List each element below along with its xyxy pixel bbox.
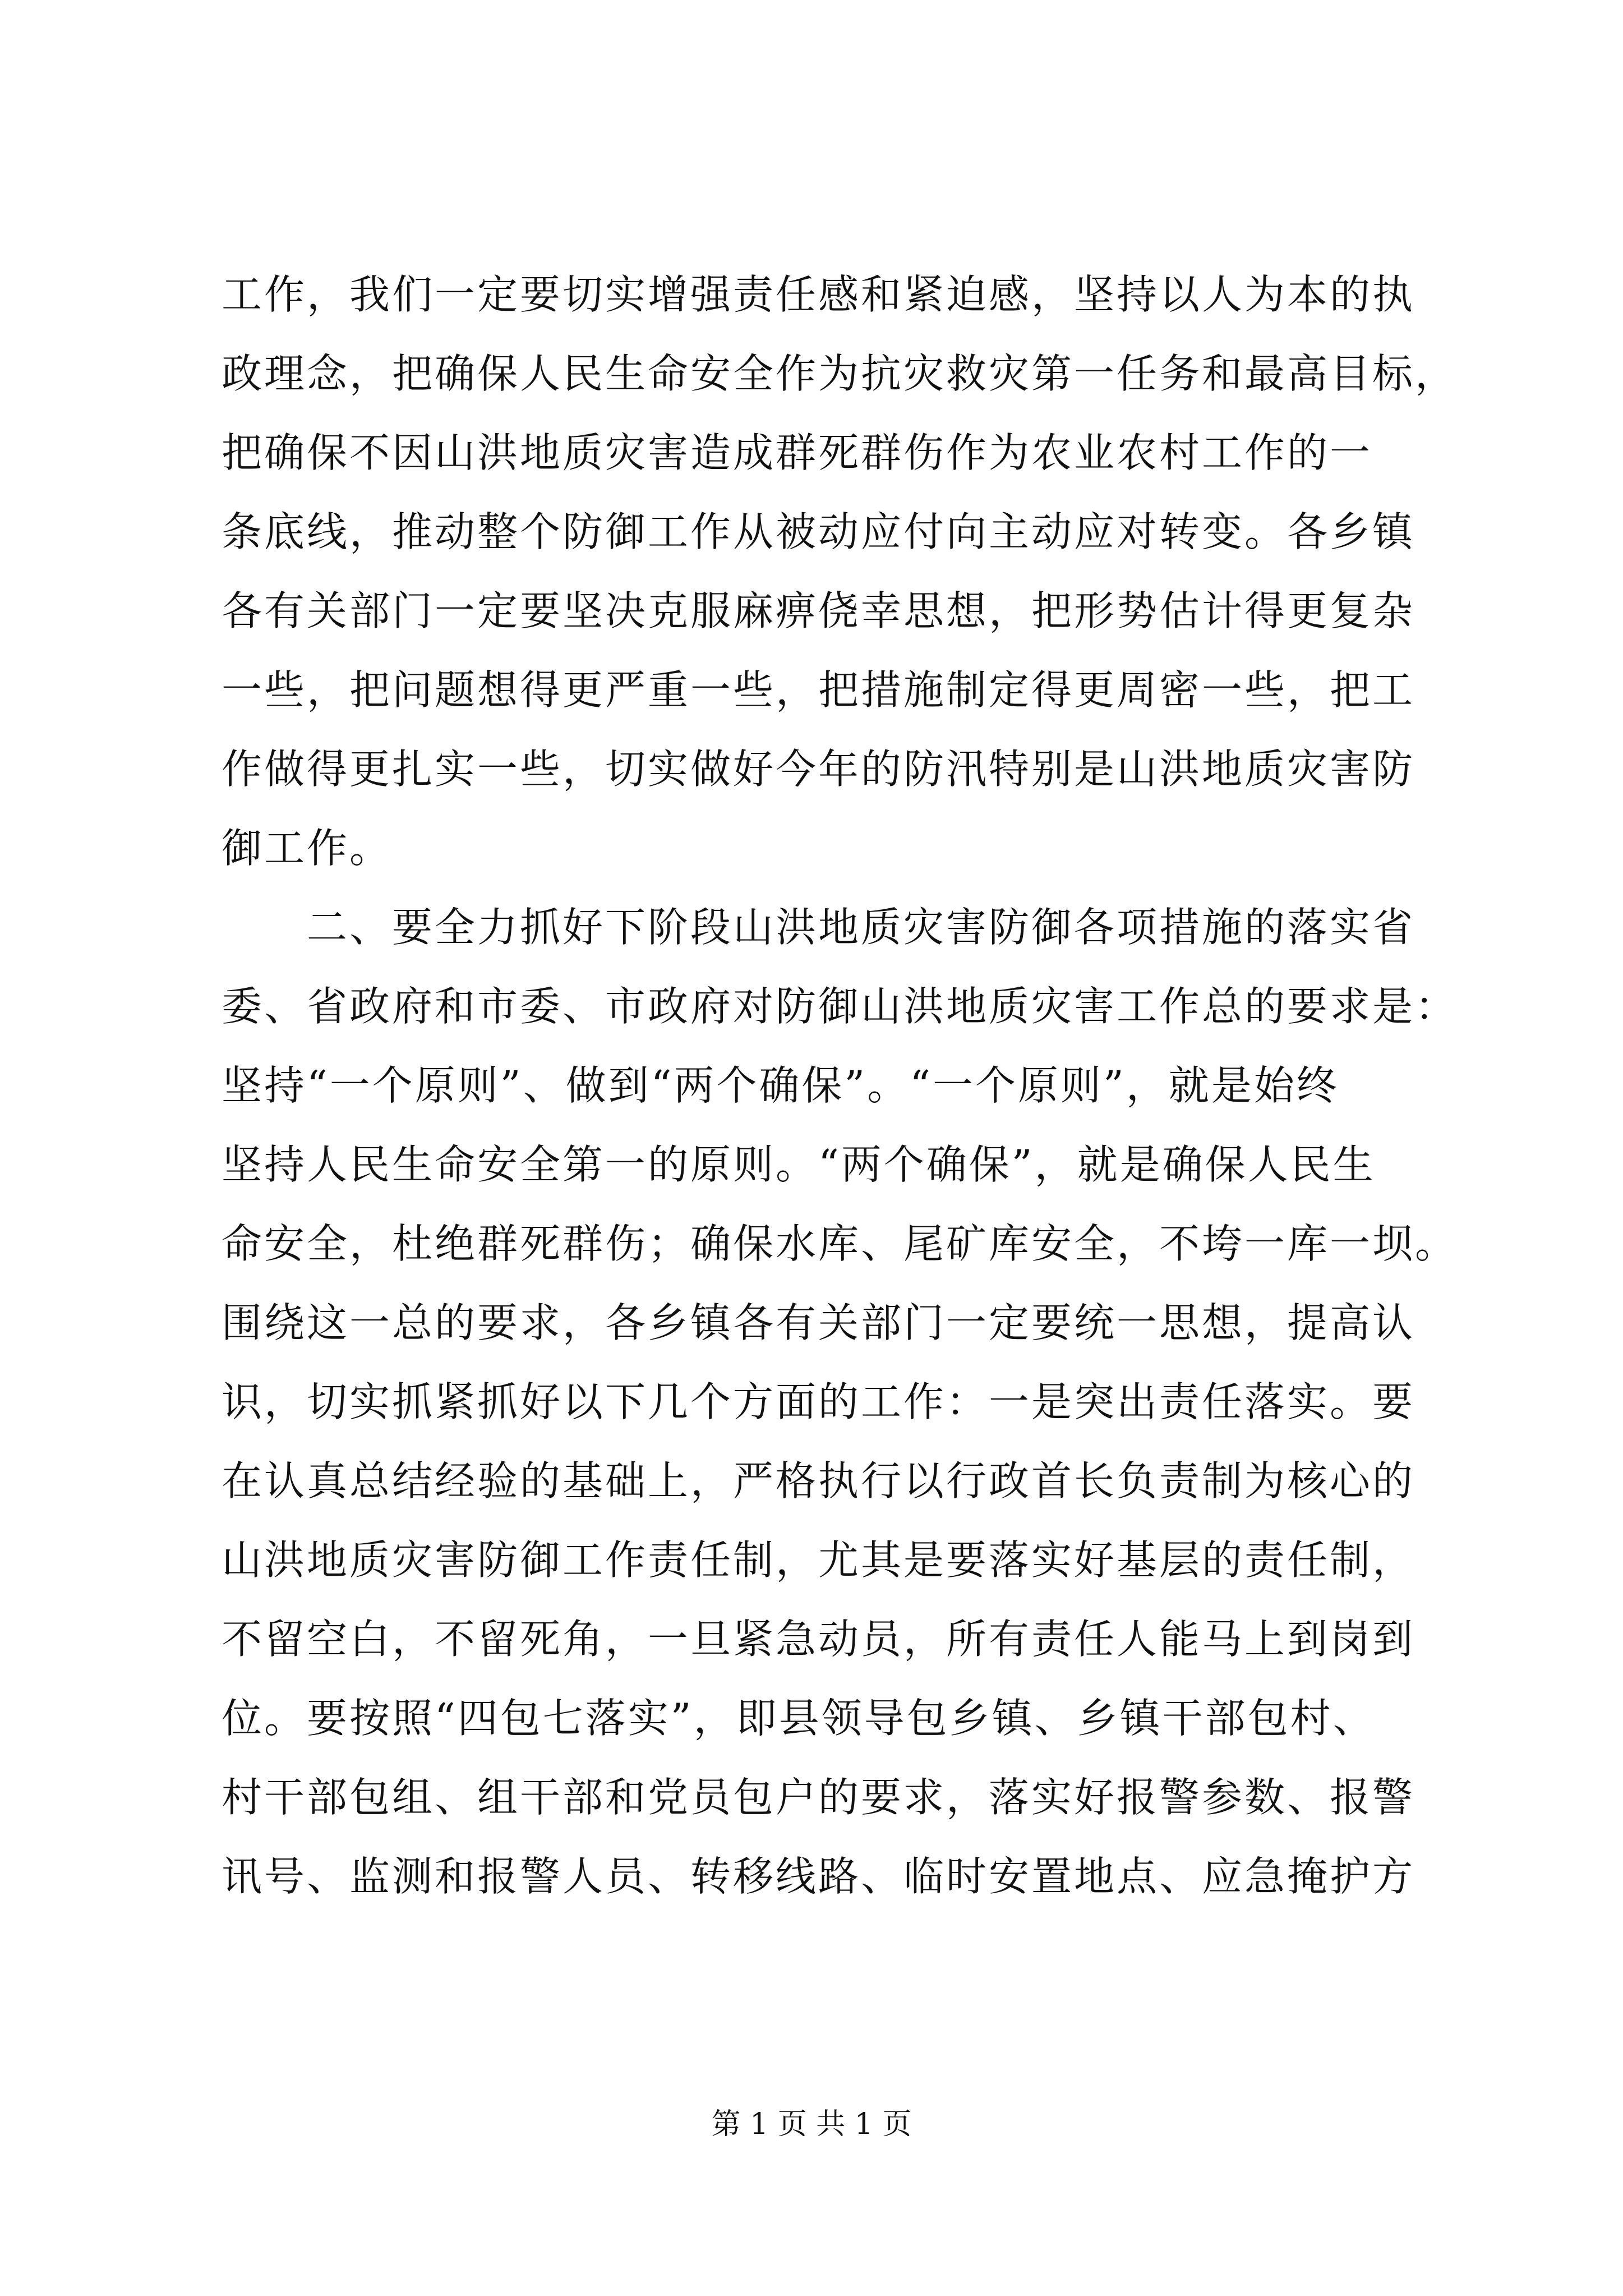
text-line: 一些，把问题想得更严重一些，把措施制定得更周密一些，把工 xyxy=(222,666,1415,714)
text-line: 村干部包组、组干部和党员包户的要求，落实好报警参数、报警 xyxy=(222,1774,1415,1821)
text-line: 政理念，把确保人民生命安全作为抗灾救灾第一任务和最高目标， xyxy=(222,350,1458,397)
page-number-footer: 第 1 页 共 1 页 xyxy=(711,2108,912,2141)
text-line: 不留空白，不留死角，一旦紧急动员，所有责任人能马上到岗到 xyxy=(222,1616,1415,1663)
text-line: 各有关部门一定要坚决克服麻痹侥幸思想，把形势估计得更复杂 xyxy=(222,587,1415,634)
text-line: 讯号、监测和报警人员、转移线路、临时安置地点、应急掩护方 xyxy=(222,1853,1415,1900)
text-line: 识，切实抓紧抓好以下几个方面的工作：一是突出责任落实。要 xyxy=(222,1378,1415,1425)
document-body xyxy=(222,255,1458,1916)
text-line: 位。要按照“四包七落实”，即县领导包乡镇、乡镇干部包村、 xyxy=(222,1695,1376,1742)
text-line: 把确保不因山洪地质灾害造成群死群伤作为农业农村工作的一 xyxy=(222,429,1373,476)
text-line: 坚持“一个原则”、做到“两个确保”。“一个原则”，就是始终 xyxy=(222,1062,1339,1109)
text-line: 委、省政府和市委、市政府对防御山洪地质灾害工作总的要求是： xyxy=(222,983,1458,1030)
text-line: 围绕这一总的要求，各乡镇各有关部门一定要统一思想，提高认 xyxy=(222,1299,1415,1346)
text-line: 坚持人民生命安全第一的原则。“两个确保”，就是确保人民生 xyxy=(222,1141,1376,1188)
text-line: 在认真总结经验的基础上，严格执行以行政首长负责制为核心的 xyxy=(222,1457,1415,1504)
text-line: 二、要全力抓好下阶段山洪地质灾害防御各项措施的落实省 xyxy=(222,904,1415,951)
text-line: 命安全，杜绝群死群伤；确保水库、尾矿库安全，不垮一库一坝。 xyxy=(222,1220,1458,1267)
text-line: 御工作。 xyxy=(222,825,393,872)
text-line: 工作，我们一定要切实增强责任感和紧迫感，坚持以人为本的执 xyxy=(222,271,1415,318)
text-line: 条底线，推动整个防御工作从被动应付向主动应对转变。各乡镇 xyxy=(222,508,1415,555)
text-line: 山洪地质灾害防御工作责任制，尤其是要落实好基层的责任制， xyxy=(222,1536,1415,1584)
text-line: 作做得更扎实一些，切实做好今年的防汛特别是山洪地质灾害防 xyxy=(222,746,1415,793)
